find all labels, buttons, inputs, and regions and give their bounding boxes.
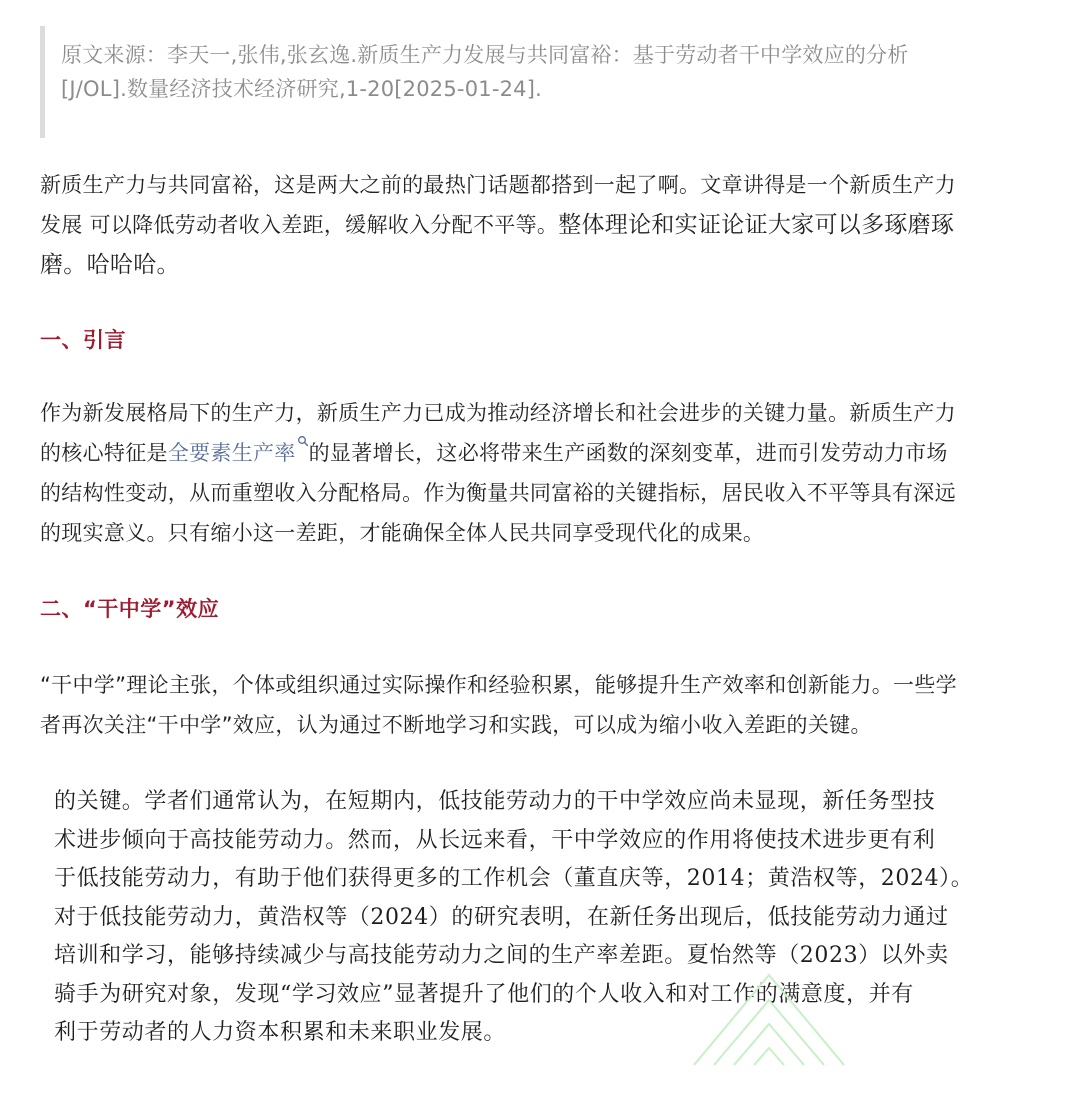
section1-line-2-before: 的核心特征是 xyxy=(40,441,168,465)
intro-line-2-part-2: 整体理论和实证论证大家可以多琢磨琢 xyxy=(558,212,955,238)
excerpt-line: 术进步倾向于高技能劳动力。然而，从长远来看，干中学效应的作用将使技术进步更有利 xyxy=(54,827,936,853)
intro-line-2-part-1: 发展 可以降低劳动者收入差距，缓解收入分配不平等。 xyxy=(40,213,559,237)
source-citation-quote xyxy=(40,26,1040,138)
search-icon xyxy=(297,435,309,447)
source-citation-line-1: 原文来源：李天一,张伟,张玄逸.新质生产力发展与共同富裕：基于劳动者干中学效应的分析 xyxy=(61,43,909,67)
section2-line-2: 者再次关注“干中学”效应，认为通过不断地学习和实践，可以成为缩小收入差距的关键。 xyxy=(40,713,872,737)
tfp-link[interactable] xyxy=(168,441,309,465)
section1-line-1: 作为新发展格局下的生产力，新质生产力已成为推动经济增长和社会进步的关键力量。新质生产力 xyxy=(40,401,956,425)
intro-line-3: 磨。哈哈哈。 xyxy=(40,252,180,278)
source-citation-line-2: [J/OL].数量经济技术经济研究,1-20[2025-01-24]. xyxy=(61,77,542,101)
excerpt-line: 于低技能劳动力，有助于他们获得更多的工作机会（董直庆等，2014；黄浩权等，2024）。 xyxy=(54,866,974,891)
excerpt-line: 骑手为研究对象，发现“学习效应”显著提升了他们的个人收入和对工作的满意度，并有 xyxy=(54,981,914,1007)
section1-paragraph xyxy=(40,393,1040,553)
section1-line-2 xyxy=(40,433,1040,473)
section2-line-1: “干中学”理论主张，个体或组织通过实际操作和经验积累，能够提升生产效率和创新能力。一些学 xyxy=(40,673,957,697)
excerpt-line: 利于劳动者的人力资本积累和未来职业发展。 xyxy=(54,1020,507,1045)
section1-line-4: 的现实意义。只有缩小这一差距，才能确保全体人民共同享受现代化的成果。 xyxy=(40,521,765,545)
excerpt-line: 对于低技能劳动力，黄浩权等（2024）的研究表明，在新任务出现后，低技能劳动力通过 xyxy=(54,904,949,930)
excerpt-line: 培训和学习，能够持续减少与高技能劳动力之间的生产率差距。夏怡然等（2023）以外卖 xyxy=(54,943,949,968)
intro-paragraph xyxy=(40,165,1040,285)
excerpt-line: 的关键。学者们通常认为，在短期内，低技能劳动力的干中学效应尚未显现，新任务型技 xyxy=(54,789,936,814)
section1-line-3: 的结构性变动，从而重塑收入分配格局。作为衡量共同富裕的关键指标，居民收入不平等具有深远 xyxy=(40,481,956,505)
paper-excerpt-image xyxy=(54,783,1044,1053)
intro-line-2 xyxy=(40,205,1040,245)
intro-line-1: 新质生产力与共同富裕，这是两大之前的最热门话题都搭到一起了啊。文章讲得是一个新质生产力 xyxy=(40,173,956,197)
section-heading-introduction: 一、引言 xyxy=(40,328,126,352)
section2-paragraph xyxy=(40,665,1040,745)
tfp-link-text: 全要素生产率 xyxy=(167,441,296,465)
section-heading-learning-by-doing: 二、“干中学”效应 xyxy=(40,597,220,621)
section1-line-2-after: 的显著增长，这必将带来生产函数的深刻变革，进而引发劳动力市场 xyxy=(308,441,948,465)
